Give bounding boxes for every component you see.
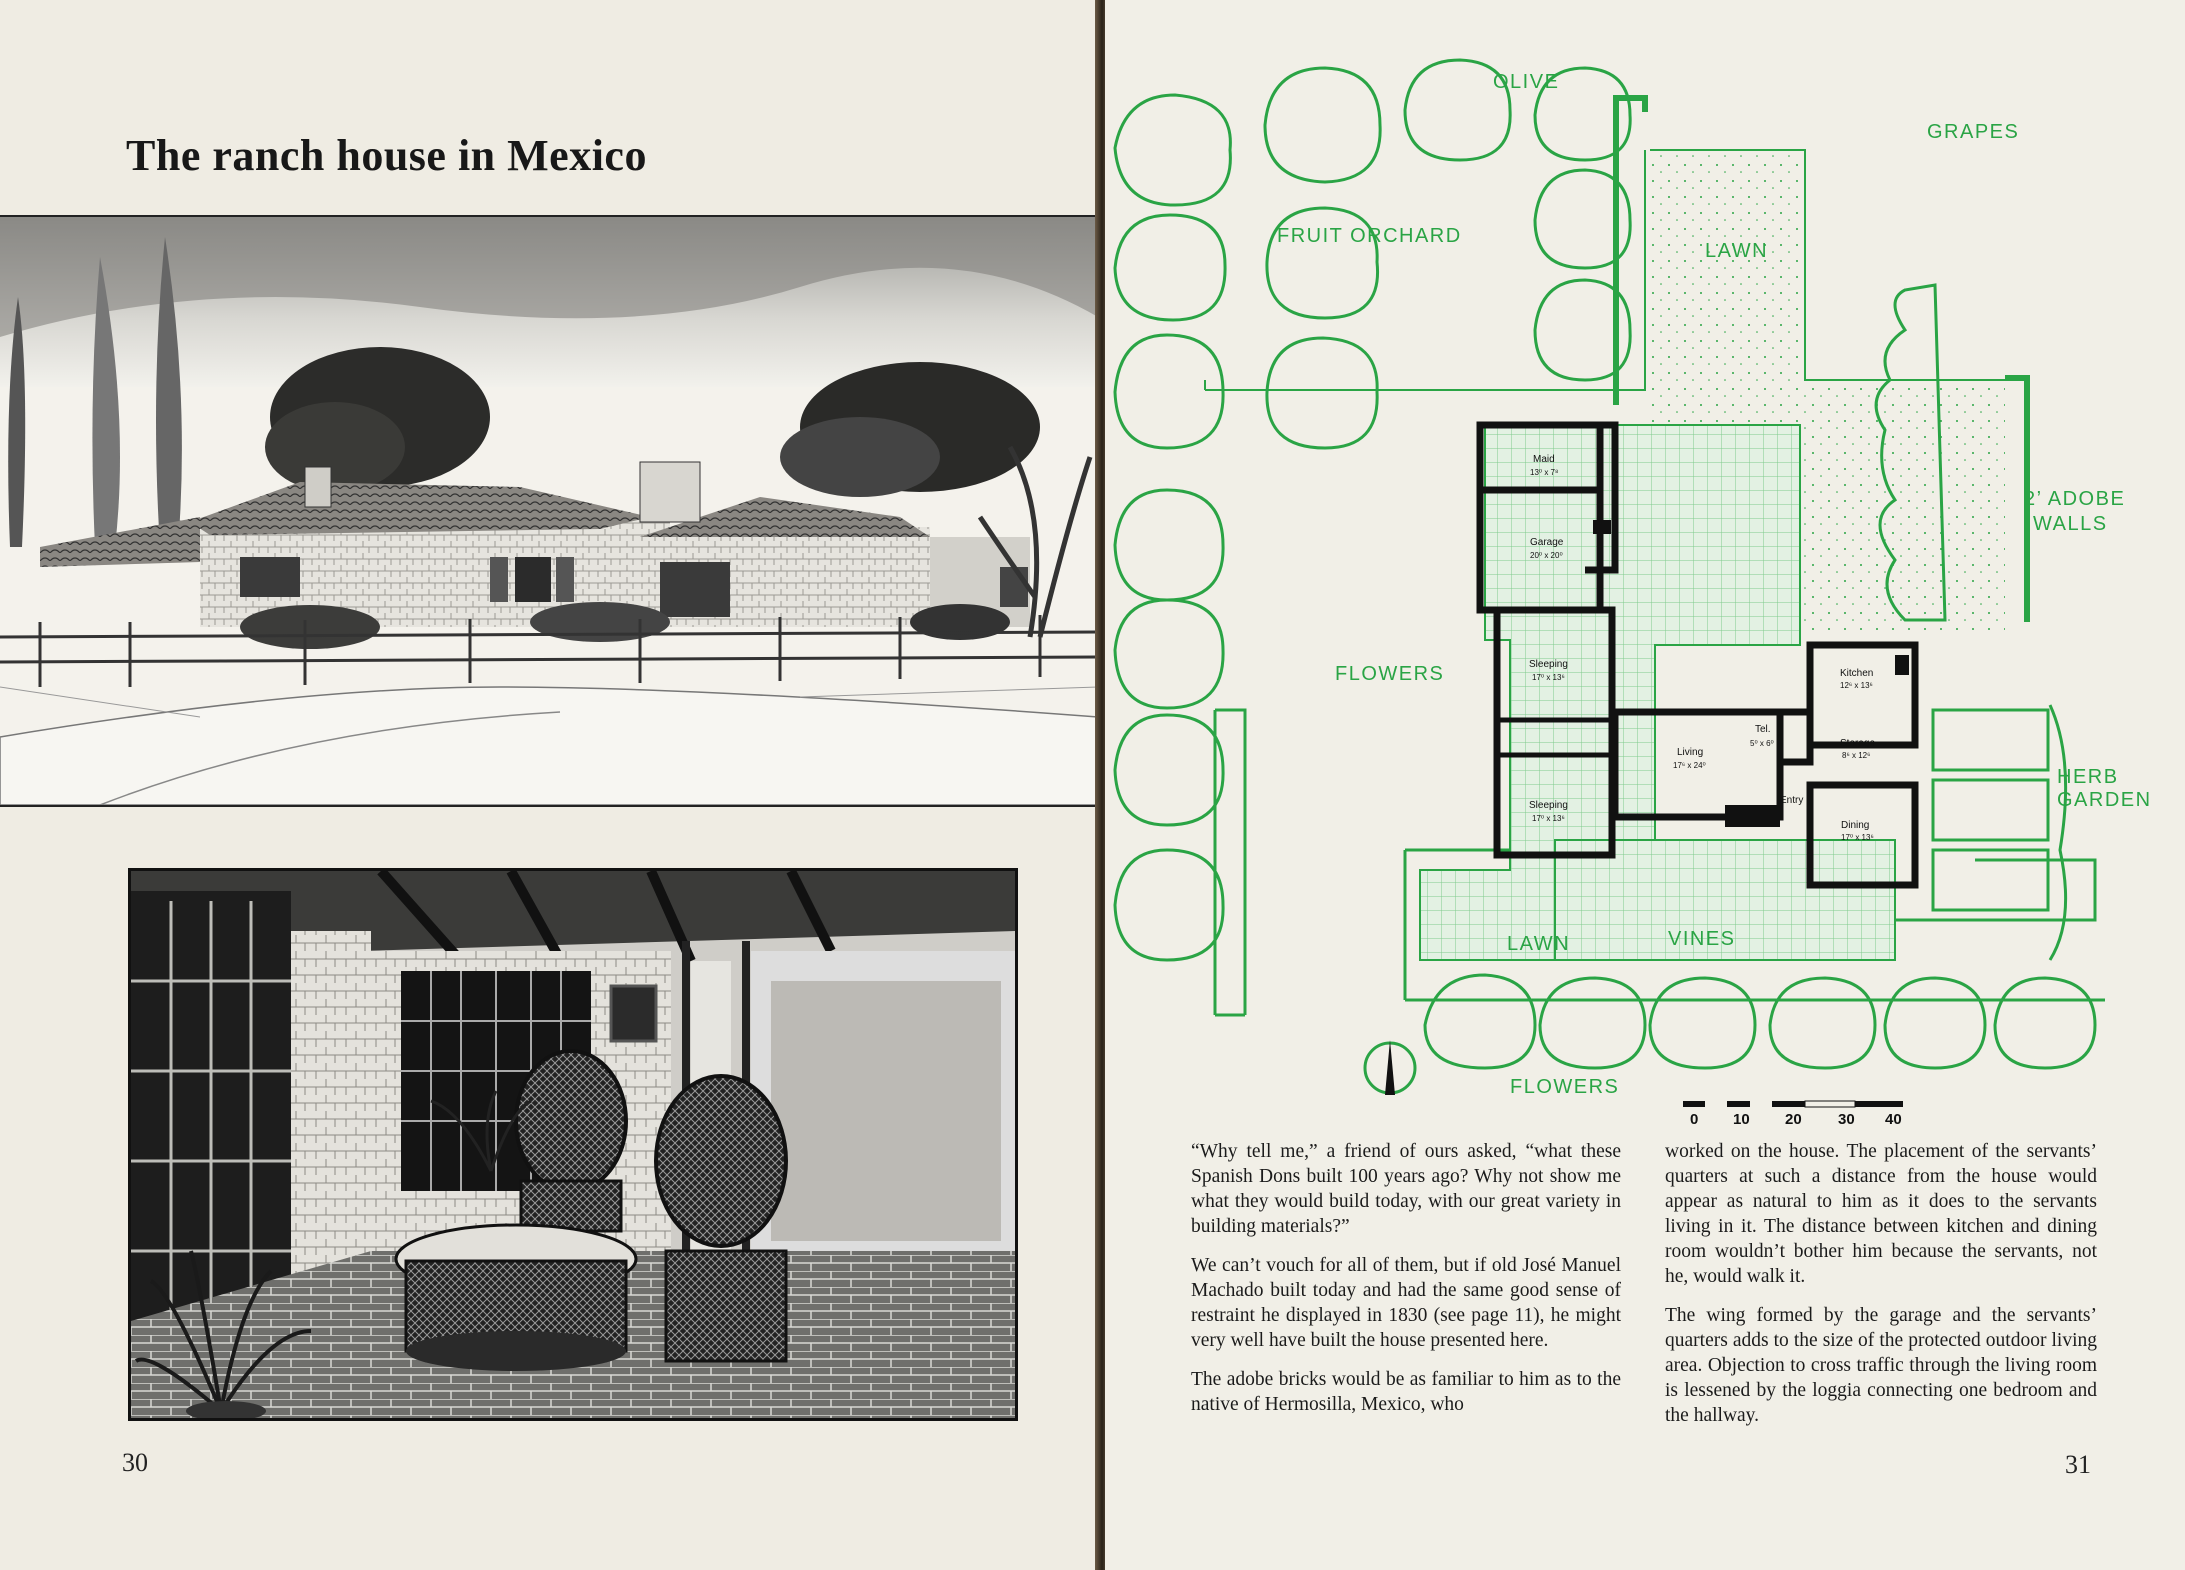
paragraph-5: The wing formed by the garage and the servants’ quarters adds to the size of the protected outdoor living area. Objection to cross traffic through the living room is lessened by the loggia connecting one bedroom and the hallway. <box>1665 1305 2097 1426</box>
label-grapes: GRAPES <box>1927 121 2020 143</box>
room-sleeping-north: Sleeping <box>1529 659 1568 670</box>
label-vines: VINES <box>1668 928 1736 950</box>
ranch-house-exterior-illustration <box>0 215 1098 807</box>
paragraph-3: The adobe bricks would be as familiar to him as to the native of Hermosilla, Mexico, who <box>1191 1369 1621 1415</box>
label-olive: OLIVE <box>1493 71 1560 93</box>
paragraph-4: worked on the house. The placement of the servants’ quarters at such a distance from the house would appear as natural to him as it does to the servants living in it. The distance between kitchen and dining room wouldn’t bother him because the servants, not he, would walk it. <box>1665 1141 2097 1287</box>
room-storage: Storage <box>1840 738 1876 749</box>
label-garden: GARDEN <box>2057 789 2152 811</box>
scale-label-40: 40 <box>1885 1111 1902 1128</box>
label-adobe-walls-2: WALLS <box>2033 513 2108 535</box>
room-kitchen-dim: 12⁶ x 13⁶ <box>1840 681 1873 690</box>
label-herb: HERB <box>2057 766 2119 788</box>
room-living: Living <box>1677 747 1704 758</box>
scale-bar <box>1683 1101 1903 1128</box>
label-adobe-walls-1: 2’ ADOBE <box>2024 488 2126 510</box>
room-garage: Garage <box>1530 537 1564 548</box>
label-lawn-south: LAWN <box>1507 933 1571 955</box>
label-lawn-north: LAWN <box>1705 240 1769 262</box>
room-tel-dim: 5⁰ x 6⁰ <box>1750 739 1774 748</box>
room-maid-dim: 13⁰ x 7⁸ <box>1530 468 1559 477</box>
scale-label-10: 10 <box>1733 1111 1750 1128</box>
room-tel: Tel. <box>1755 724 1771 735</box>
room-dining-dim: 17⁰ x 13⁶ <box>1841 833 1874 842</box>
page-title: The ranch house in Mexico <box>126 131 647 180</box>
room-maid: Maid <box>1533 454 1555 465</box>
label-flowers-west: FLOWERS <box>1335 663 1445 685</box>
room-storage-dim: 8⁶ x 12⁶ <box>1842 751 1871 760</box>
room-sleeping-north-dim: 17⁰ x 13⁶ <box>1532 673 1565 682</box>
porch-interior-illustration <box>128 868 1018 1421</box>
room-living-dim: 17⁶ x 24⁰ <box>1673 761 1706 770</box>
north-arrow-icon <box>1365 1040 1415 1095</box>
room-sleeping-south-dim: 17⁰ x 13⁶ <box>1532 814 1565 823</box>
page-number-left: 30 <box>122 1448 148 1477</box>
right-page <box>1105 0 2185 1570</box>
room-garage-dim: 20⁰ x 20⁰ <box>1530 551 1563 560</box>
paragraph-1: “Why tell me,” a friend of ours asked, “what these Spanish Dons built 100 years ago? Why not show me what they would build today, with our great variety in building materials?” <box>1191 1141 1621 1237</box>
text-column-1 <box>1191 1139 1621 1431</box>
label-flowers-south: FLOWERS <box>1510 1076 1620 1098</box>
label-fruit-orchard: FRUIT ORCHARD <box>1277 225 1462 247</box>
text-column-2 <box>1665 1139 2097 1442</box>
room-kitchen: Kitchen <box>1840 668 1874 679</box>
site-plan <box>1105 0 2185 1140</box>
room-dining: Dining <box>1841 820 1870 831</box>
room-entry: Entry <box>1780 795 1804 806</box>
paragraph-2: We can’t vouch for all of them, but if old José Manuel Machado built today and had the same good sense of restraint he displayed in 1830 (see page 11), he might very well have built the house presented here. <box>1191 1255 1621 1351</box>
scale-label-0: 0 <box>1690 1111 1699 1128</box>
scale-label-30: 30 <box>1838 1111 1855 1128</box>
page-number-right: 31 <box>2065 1450 2091 1479</box>
scale-label-20: 20 <box>1785 1111 1802 1128</box>
room-sleeping-south: Sleeping <box>1529 800 1568 811</box>
